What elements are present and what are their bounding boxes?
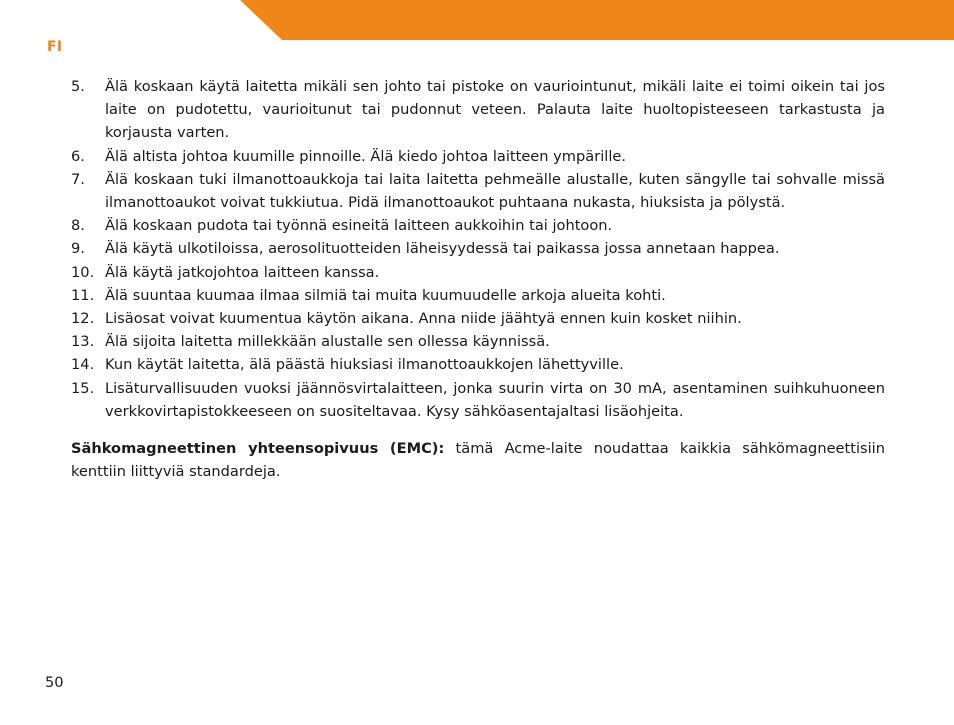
emc-text: tämä Acme-laite noudattaa kaikkia sähkömagneettisiin kenttiin liittyviä standardeja. xyxy=(71,440,885,481)
list-item-text: Älä koskaan pudota tai työnnä esineitä laitteen aukkoihin tai johtoon. xyxy=(105,217,613,235)
list-item-number: 14. xyxy=(71,356,95,374)
list-item xyxy=(71,284,885,307)
list-item-number: 12. xyxy=(71,310,95,328)
list-item-number: 5. xyxy=(71,78,85,95)
list-item-number: 10. xyxy=(71,263,95,281)
list-item xyxy=(71,353,885,376)
list-item-text: Älä käytä ulkotiloissa, aerosolituotteiden läheisyydessä tai paikassa jossa annetaan happea. xyxy=(105,240,780,258)
list-item xyxy=(71,261,885,284)
emc-paragraph xyxy=(71,437,885,483)
list-item-text: Älä altista johtoa kuumille pinnoille. Älä kiedo johtoa laitteen ympärille. xyxy=(105,147,627,165)
page-content xyxy=(71,75,885,483)
list-item-text: Älä koskaan käytä laitetta mikäli sen johto tai pistoke on vauriointunut, mikäli laite ei toimi oikein tai jos laite on pudotettu, vaurioitunut tai pudonnut veteen. Palauta laite huoltopisteeseen tarkastusta ja korjausta varten. xyxy=(105,78,885,142)
list-item-number: 9. xyxy=(71,240,85,258)
list-item xyxy=(71,214,885,237)
header-accent-band xyxy=(0,0,954,40)
list-item-number: 6. xyxy=(71,147,85,165)
list-item-number: 11. xyxy=(71,286,95,304)
list-item-text: Älä sijoita laitetta millekkään alustalle sen ollessa käynnissä. xyxy=(105,333,550,351)
list-item xyxy=(71,145,885,168)
list-item xyxy=(71,307,885,330)
list-item-text: Lisäturvallisuuden vuoksi jäännösvirtalaitteen, jonka suurin virta on 30 mA, asentaminen suihkuhuoneen verkkovirtapistokkeeseen on suositeltavaa. Kysy sähköasentajaltasi lisäohjeita. xyxy=(105,379,885,420)
list-item-text: Älä suuntaa kuumaa ilmaa silmiä tai muita kuumuudelle arkoja alueita kohti. xyxy=(105,286,666,304)
list-item-number: 13. xyxy=(71,333,95,351)
list-item-number: 15. xyxy=(71,379,95,397)
safety-instructions-list xyxy=(71,75,885,423)
list-item xyxy=(71,377,885,423)
list-item xyxy=(71,168,885,214)
language-code: FI xyxy=(47,39,63,55)
list-item xyxy=(71,75,885,145)
list-item-text: Kun käytät laitetta, älä päästä hiuksiasi ilmanottoaukkojen lähettyville. xyxy=(105,356,624,374)
list-item-number: 8. xyxy=(71,217,85,235)
list-item xyxy=(71,330,885,353)
list-item-text: Älä käytä jatkojohtoa laitteen kanssa. xyxy=(105,263,380,281)
list-item-number: 7. xyxy=(71,170,85,188)
list-item-text: Älä koskaan tuki ilmanottoaukkoja tai laita laitetta pehmeälle alustalle, kuten sängylle tai sohvalle missä ilmanottoaukot voivat tukkiutua. Pidä ilmanottoaukot puhtaana nukasta, hiuksista ja pölystä. xyxy=(105,170,885,212)
page-number: 50 xyxy=(45,674,64,691)
emc-heading: Sähkomagneettinen yhteensopivuus (EMC): xyxy=(71,440,445,458)
list-item xyxy=(71,237,885,260)
list-item-text: Lisäosat voivat kuumentua käytön aikana. Anna niide jäähtyä ennen kuin kosket niihin. xyxy=(105,310,742,328)
